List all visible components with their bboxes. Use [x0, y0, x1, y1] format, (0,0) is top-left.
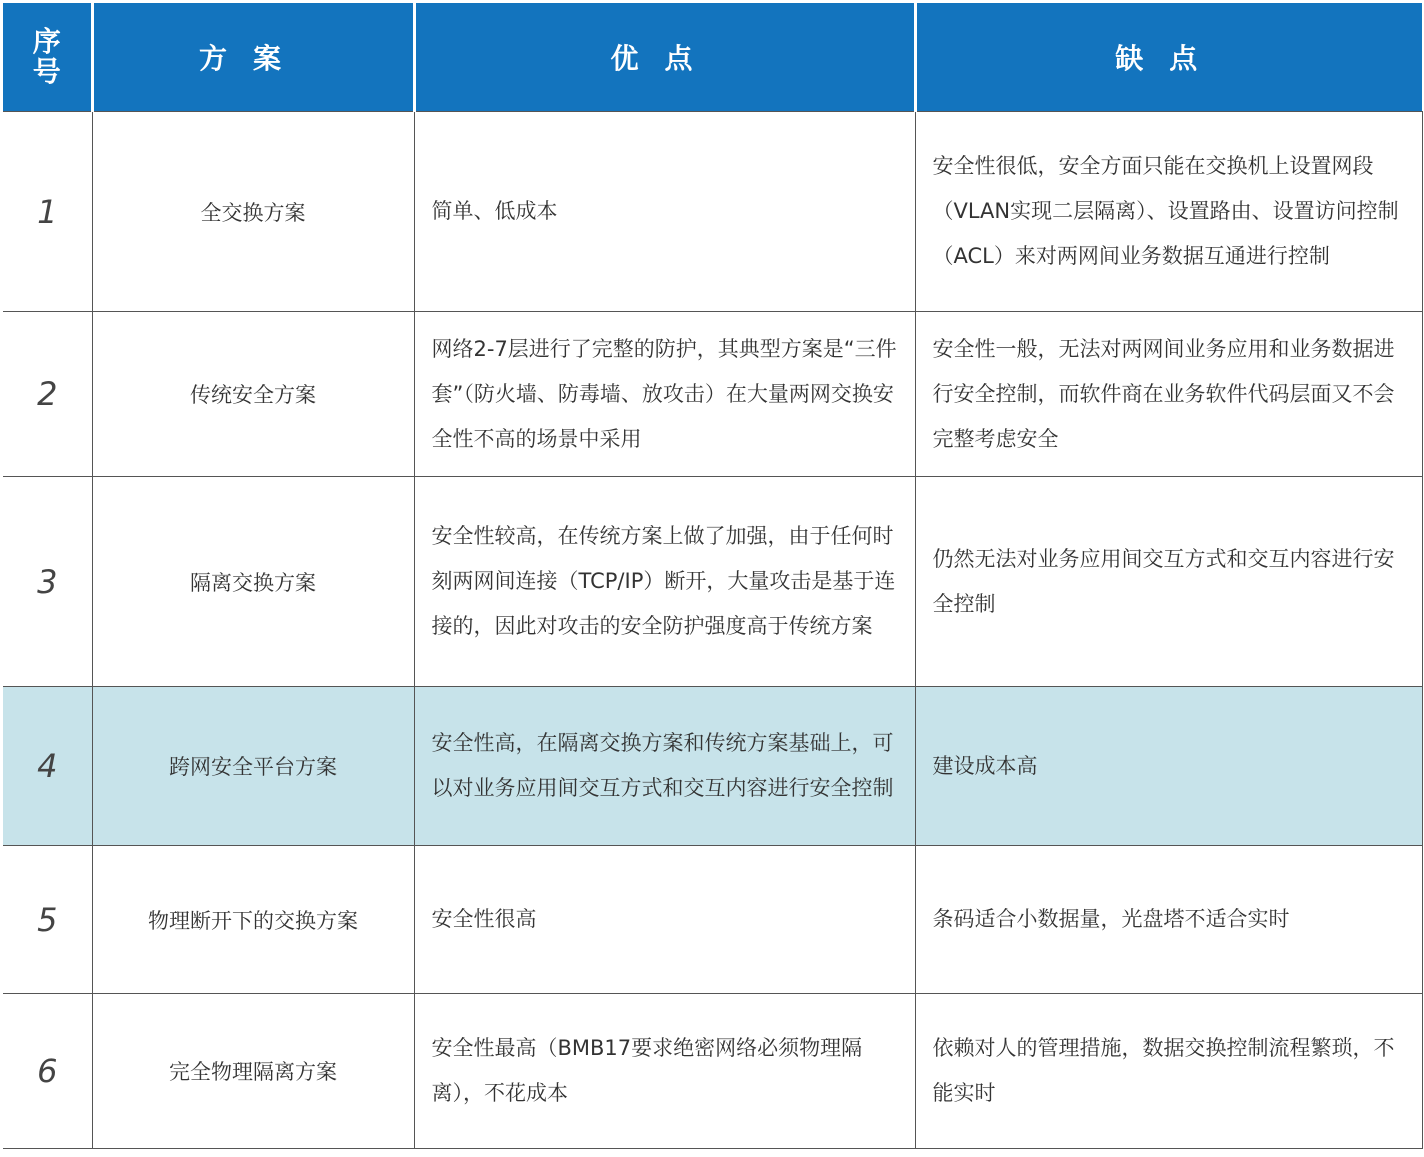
row-cons: 安全性一般，无法对两网间业务应用和业务数据进行安全控制，而软件商在业务软件代码层面又不会完整考虑安全 — [915, 312, 1422, 477]
header-row — [3, 3, 1422, 112]
row-solution: 全交换方案 — [92, 112, 414, 312]
row-pros: 安全性很高 — [414, 846, 915, 994]
table-row-highlighted — [3, 687, 1422, 846]
table-row — [3, 994, 1422, 1149]
row-pros: 安全性最高（BMB17要求绝密网络必须物理隔离），不花成本 — [414, 994, 915, 1149]
row-index: 1 — [3, 112, 92, 312]
header-index-label: 序号 — [32, 24, 61, 88]
comparison-table — [3, 3, 1423, 1149]
row-cons: 仍然无法对业务应用间交互方式和交互内容进行安全控制 — [915, 477, 1422, 687]
header-cons: 缺点 — [915, 3, 1422, 112]
table-row — [3, 112, 1422, 312]
row-pros: 安全性高，在隔离交换方案和传统方案基础上，可以对业务应用间交互方式和交互内容进行安全控制 — [414, 687, 915, 846]
table-row — [3, 312, 1422, 477]
row-pros: 网络2-7层进行了完整的防护，其典型方案是“三件套”（防火墙、防毒墙、放攻击）在大量两网交换安全性不高的场景中采用 — [414, 312, 915, 477]
row-solution: 物理断开下的交换方案 — [92, 846, 414, 994]
row-solution: 跨网安全平台方案 — [92, 687, 414, 846]
table-row — [3, 846, 1422, 994]
row-index: 5 — [3, 846, 92, 994]
table-body — [3, 112, 1422, 1149]
row-index: 6 — [3, 994, 92, 1149]
table-row — [3, 477, 1422, 687]
row-pros: 简单、低成本 — [414, 112, 915, 312]
row-cons: 依赖对人的管理措施，数据交换控制流程繁琐，不能实时 — [915, 994, 1422, 1149]
row-index: 4 — [3, 687, 92, 846]
row-solution: 完全物理隔离方案 — [92, 994, 414, 1149]
row-cons: 建设成本高 — [915, 687, 1422, 846]
row-cons: 安全性很低，安全方面只能在交换机上设置网段（VLAN实现二层隔离）、设置路由、设置访问控制（ACL）来对两网间业务数据互通进行控制 — [915, 112, 1422, 312]
row-solution: 隔离交换方案 — [92, 477, 414, 687]
row-pros: 安全性较高，在传统方案上做了加强，由于任何时刻两网间连接（TCP/IP）断开，大量攻击是基于连接的，因此对攻击的安全防护强度高于传统方案 — [414, 477, 915, 687]
header-solution: 方案 — [92, 3, 414, 112]
row-solution: 传统安全方案 — [92, 312, 414, 477]
header-index — [3, 3, 92, 112]
header-pros: 优点 — [414, 3, 915, 112]
row-cons: 条码适合小数据量，光盘塔不适合实时 — [915, 846, 1422, 994]
row-index: 3 — [3, 477, 92, 687]
row-index: 2 — [3, 312, 92, 477]
table-header — [3, 3, 1422, 112]
